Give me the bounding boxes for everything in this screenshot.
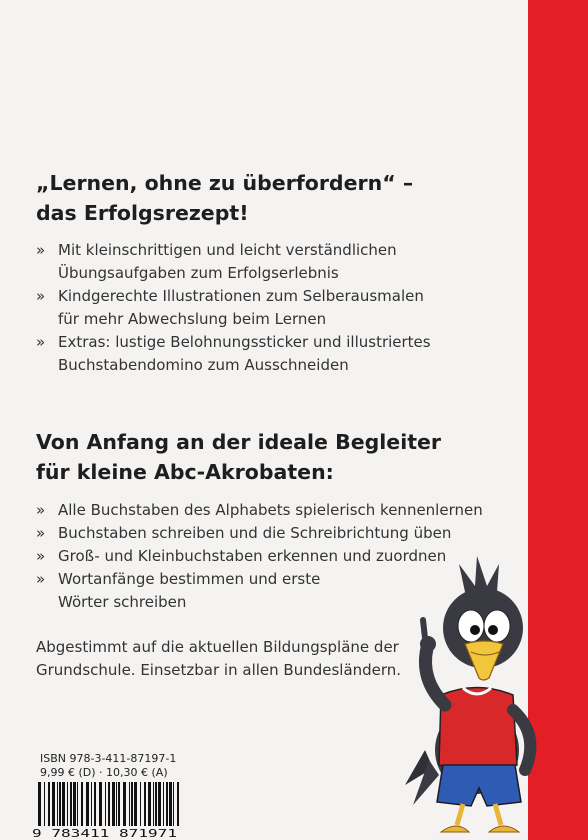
barcode-bar: [57, 782, 58, 826]
barcode-bar: [108, 782, 110, 826]
section2-heading-line1: Von Anfang an der ideale Begleiter: [36, 430, 442, 454]
barcode-bar: [112, 782, 115, 826]
barcode: [32, 782, 182, 840]
barcode-bar: [62, 782, 65, 826]
list-item: » Wortanfänge bestimmen und erste Wörter schreiben: [36, 570, 321, 611]
barcode-bar: [166, 782, 168, 826]
bullet-mark: »: [36, 287, 46, 305]
section1-list: [36, 239, 506, 377]
barcode-bar: [129, 782, 130, 826]
curriculum-note: Abgestimmt auf die aktuellen Bildungspläne der Grundschule. Einsetzbar in allen Bundesländern.: [36, 638, 402, 679]
bullet-mark: »: [36, 241, 46, 259]
section2-heading-line2: für kleine Abc-Akrobaten:: [36, 460, 334, 484]
section2-heading: [36, 427, 506, 487]
crow-mascot-illustration: [405, 520, 555, 840]
list-item: » Alle Buchstaben des Alphabets spielerisch kennenlernen: [36, 499, 506, 522]
section1-heading: [36, 168, 506, 228]
bullet-mark: »: [36, 547, 46, 565]
barcode-bar: [86, 782, 89, 826]
barcode-bar: [140, 782, 141, 826]
section1-heading-line1: „Lernen, ohne zu überfordern“ –: [36, 171, 414, 195]
barcode-bar: [158, 782, 161, 826]
barcode-bar: [163, 782, 164, 826]
barcode-bar: [94, 782, 96, 826]
bullet-mark: »: [36, 570, 46, 588]
section-erfolgsrezept: [36, 168, 506, 377]
barcode-bar: [118, 782, 120, 826]
barcode-bar: [177, 782, 179, 826]
barcode-bar: [73, 782, 76, 826]
barcode-bar: [131, 782, 133, 826]
barcode-bar: [169, 782, 172, 826]
bullet-mark: »: [36, 333, 46, 351]
bullet-mark: »: [36, 524, 46, 542]
barcode-bar: [77, 782, 78, 826]
barcode-bar: [99, 782, 102, 826]
barcode-bar: [134, 782, 137, 826]
barcode-bar: [144, 782, 146, 826]
barcode-bar: [123, 782, 126, 826]
barcode-bar: [52, 782, 55, 826]
list-item: » Groß- und Kleinbuchstaben erkennen und zuordnen: [36, 545, 506, 568]
barcode-bar: [70, 782, 72, 826]
barcode-bar: [153, 782, 154, 826]
barcode-bar: [155, 782, 157, 826]
barcode-bar: [44, 782, 45, 826]
barcode-bar: [116, 782, 117, 826]
barcode-bar: [38, 782, 41, 826]
isbn-number: ISBN 978-3-411-87197-1: [40, 752, 177, 765]
barcode-bar: [81, 782, 83, 826]
list-item: » Extras: lustige Belohnungssticker und illustriertes Buchstabendomino zum Ausschneiden: [36, 333, 431, 374]
bullet-mark: »: [36, 501, 46, 519]
list-item: » Kindgerechte Illustrationen zum Selberausmalen für mehr Abwechslung beim Lernen: [36, 287, 424, 328]
price-line: 9,99 € (D) · 10,30 € (A): [40, 766, 168, 779]
barcode-bar: [105, 782, 106, 826]
list-item: » Mit kleinschrittigen und leicht verständlichen Übungsaufgaben zum Erfolgserlebnis: [36, 241, 397, 282]
barcode-bar: [148, 782, 151, 826]
barcode-bar: [59, 782, 61, 826]
barcode-number: 9 783411 871971: [32, 828, 177, 840]
barcode-bar: [67, 782, 68, 826]
section1-heading-line2: das Erfolgsrezept!: [36, 201, 249, 225]
isbn-block: [40, 752, 176, 780]
barcode-bar: [91, 782, 92, 826]
barcode-bar: [173, 782, 174, 826]
barcode-bar: [48, 782, 50, 826]
list-item: » Buchstaben schreiben und die Schreibrichtung üben: [36, 522, 506, 545]
